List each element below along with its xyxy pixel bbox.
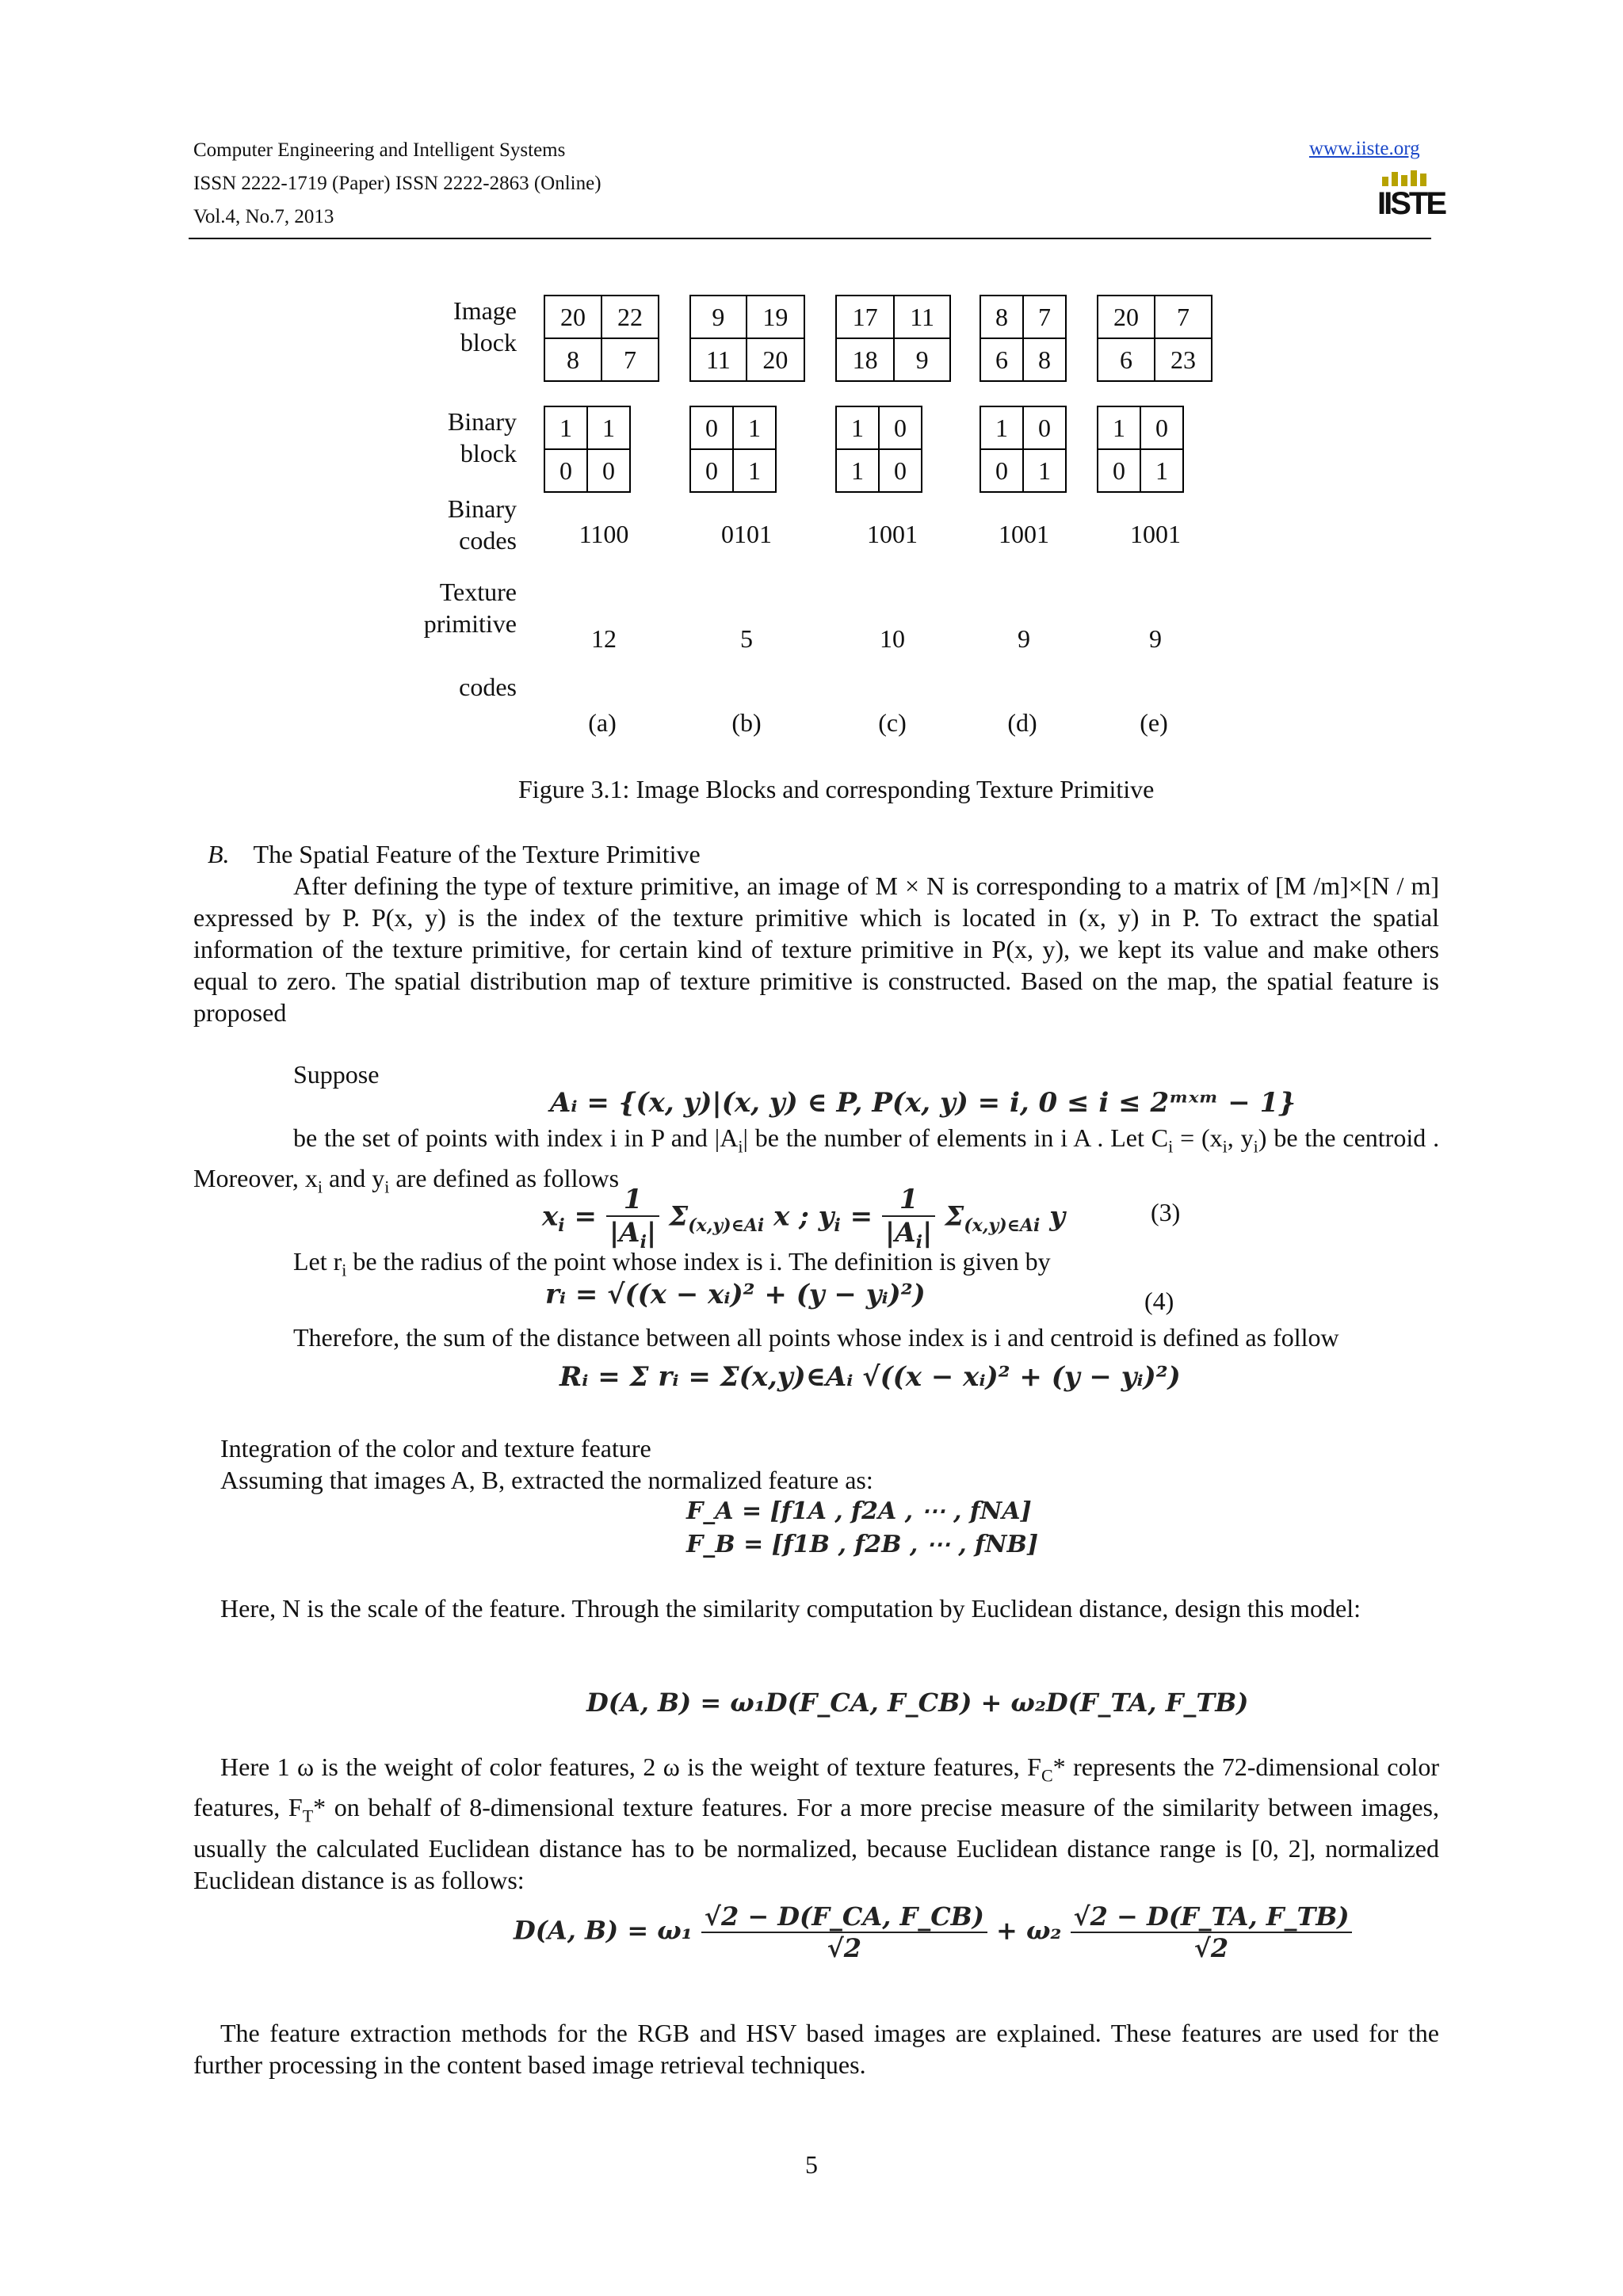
integration-paragraph-weights: Here 1 ω is the weight of color features, 2 ω is the weight of texture features, $F_C*$ represents the 72-dimensional color features, $F_T*$ on behalf of 8-dimensional texture features. For a more precise measure of the similarity between images, usually the calculated Euclidean distance has to be normalized, because Euclidean distance range is [0, 2], normalized Euclidean distance is as follows: [193, 1753, 1440, 1894]
page-number: 5 [805, 2150, 818, 2179]
binary-block-b: 0 1 0 1 [689, 406, 777, 493]
image-block-c: 17 11 18 9 [835, 295, 951, 382]
equation-3: $x_i$ = $\frac{1}{|A_i|}$ $\Sigma_{(x,y)\in Ai}$ x ; $y_i$ = $\frac{1}{|A_i|}$ $\Sigma_{(x,y)\in Ai}$ y [542, 1184, 1065, 1253]
column-label-a: (a) [588, 708, 617, 737]
integration-heading: Integration of the color and texture feature [220, 1434, 651, 1463]
section-b-paragraph-1: After defining the type of texture primitive, an image of M × N is corresponding to a matrix of [M /m]×[N / m] expressed by P. P(x, y) is the index of the texture primitive which is located in (x, y) in P. To extract the spatial information of the texture primitive, for certain kind of texture primitive in P(x, y), we kept its value and make others equal to zero. The spatial distribution map of texture primitive is constructed. Based on the map, the spatial feature is proposed [193, 871, 1439, 1027]
row-label-binary-block: Binary block [447, 407, 517, 467]
integration-assume: Assuming that images A, B, extracted the normalized feature as: [220, 1466, 873, 1494]
binary-block-e: 1 0 0 1 [1097, 406, 1184, 493]
row-label-image-block: Image block [453, 296, 517, 357]
binary-code-d: 1001 [999, 520, 1049, 548]
binary-code-b: 0101 [721, 520, 772, 548]
primitive-code-d: 9 [1018, 624, 1030, 653]
issn-line: ISSN 2222-1719 (Paper) ISSN 2222-2863 (Online) [193, 173, 601, 194]
equation-4: rᵢ = √((x − xᵢ)² + (y − yᵢ)²) [545, 1279, 926, 1310]
figure-caption: Figure 3.1: Image Blocks and corresponding Texture Primitive [518, 775, 1155, 803]
equation-FA: F_A = [f1A , f2A , ⋯ , fNA] [686, 1497, 1032, 1525]
sum-distance-text: Therefore, the sum of the distance between all points whose index is i and centroid is defined as follow [293, 1323, 1339, 1352]
iiste-logo [1377, 170, 1445, 224]
equation-FB: F_B = [f1B , f2B , ⋯ , fNB] [686, 1531, 1039, 1558]
equation-5: Rᵢ = Σ rᵢ = Σ(x,y)∈Aᵢ √((x − xᵢ)² + (y − yᵢ)²) [559, 1361, 1181, 1393]
primitive-code-e: 9 [1149, 624, 1162, 653]
equation-set-A: Aᵢ = {(x, y)|(x, y) ∈ P, P(x, y) = i, 0 ≤ i ≤ 2ᵐˣᵐ − 1} [550, 1087, 1296, 1119]
volume-line: Vol.4, No.7, 2013 [193, 206, 334, 227]
logo-wordmark: IISTE [1377, 186, 1445, 221]
binary-block-a: 1 1 0 0 [544, 406, 631, 493]
row-label-binary-codes: Binary codes [447, 494, 517, 555]
binary-code-c: 1001 [867, 520, 918, 548]
equation-3-number: (3) [1151, 1198, 1181, 1226]
primitive-code-c: 10 [880, 624, 905, 653]
closing-paragraph: The feature extraction methods for the RGB and HSV based images are explained. These features are used for the further processing in the content based image retrieval techniques. [193, 2019, 1439, 2079]
section-number: B. [208, 840, 230, 868]
website-link[interactable]: www.iiste.org [1309, 138, 1420, 159]
journal-title: Computer Engineering and Intelligent Systems [193, 139, 566, 161]
binary-code-e: 1001 [1130, 520, 1181, 548]
binary-block-c: 1 0 1 0 [835, 406, 922, 493]
equation-normalized-distance: D(A, B) = ω₁ $\frac{√2 - D(F\_CA, F\_CB)}{√2}$ + ω₂ $\frac{√2 - D(F\_TA, F\_TB)}{√2}$ [514, 1901, 1352, 1963]
header-rule [189, 238, 1431, 239]
column-label-c: (c) [878, 708, 907, 737]
column-label-b: (b) [731, 708, 762, 737]
binary-block-d: 1 0 0 1 [980, 406, 1067, 493]
binary-code-a: 1100 [579, 520, 629, 548]
image-block-e: 20 7 6 23 [1097, 295, 1212, 382]
primitive-code-b: 5 [740, 624, 753, 653]
section-b-paragraph-2: be the set of points with index i in P and $|A_i|$ be the number of elements in i A . Let $C_i = (x_i$, $y_i$) be the centroid . Moreover, $x_i$ and $y_i$ are defined as follows [193, 1123, 1440, 1197]
row-label-codes: codes [459, 673, 517, 701]
image-block-d: 8 7 6 8 [980, 295, 1067, 382]
integration-paragraph-model: Here, N is the scale of the feature. Through the similarity computation by Euclidean distance, design this model: [220, 1594, 1361, 1623]
radius-definition-text: Let $r_i$ be the radius of the point whose index is i. The definition is given by [293, 1247, 1051, 1280]
image-block-b: 9 19 11 20 [689, 295, 805, 382]
column-label-d: (d) [1007, 708, 1037, 737]
image-block-a: 20 22 8 7 [544, 295, 659, 382]
section-b-heading [208, 838, 701, 870]
suppose-text: Suppose [293, 1060, 380, 1089]
primitive-code-a: 12 [591, 624, 617, 653]
equation-distance: D(A, B) = ω₁D(F_CA, F_CB) + ω₂D(F_TA, F_TB) [586, 1688, 1249, 1718]
section-title: The Spatial Feature of the Texture Primitive [253, 840, 701, 868]
equation-4-number: (4) [1144, 1287, 1174, 1315]
row-label-texture-primitive: Texture primitive [423, 578, 517, 638]
column-label-e: (e) [1140, 708, 1168, 737]
